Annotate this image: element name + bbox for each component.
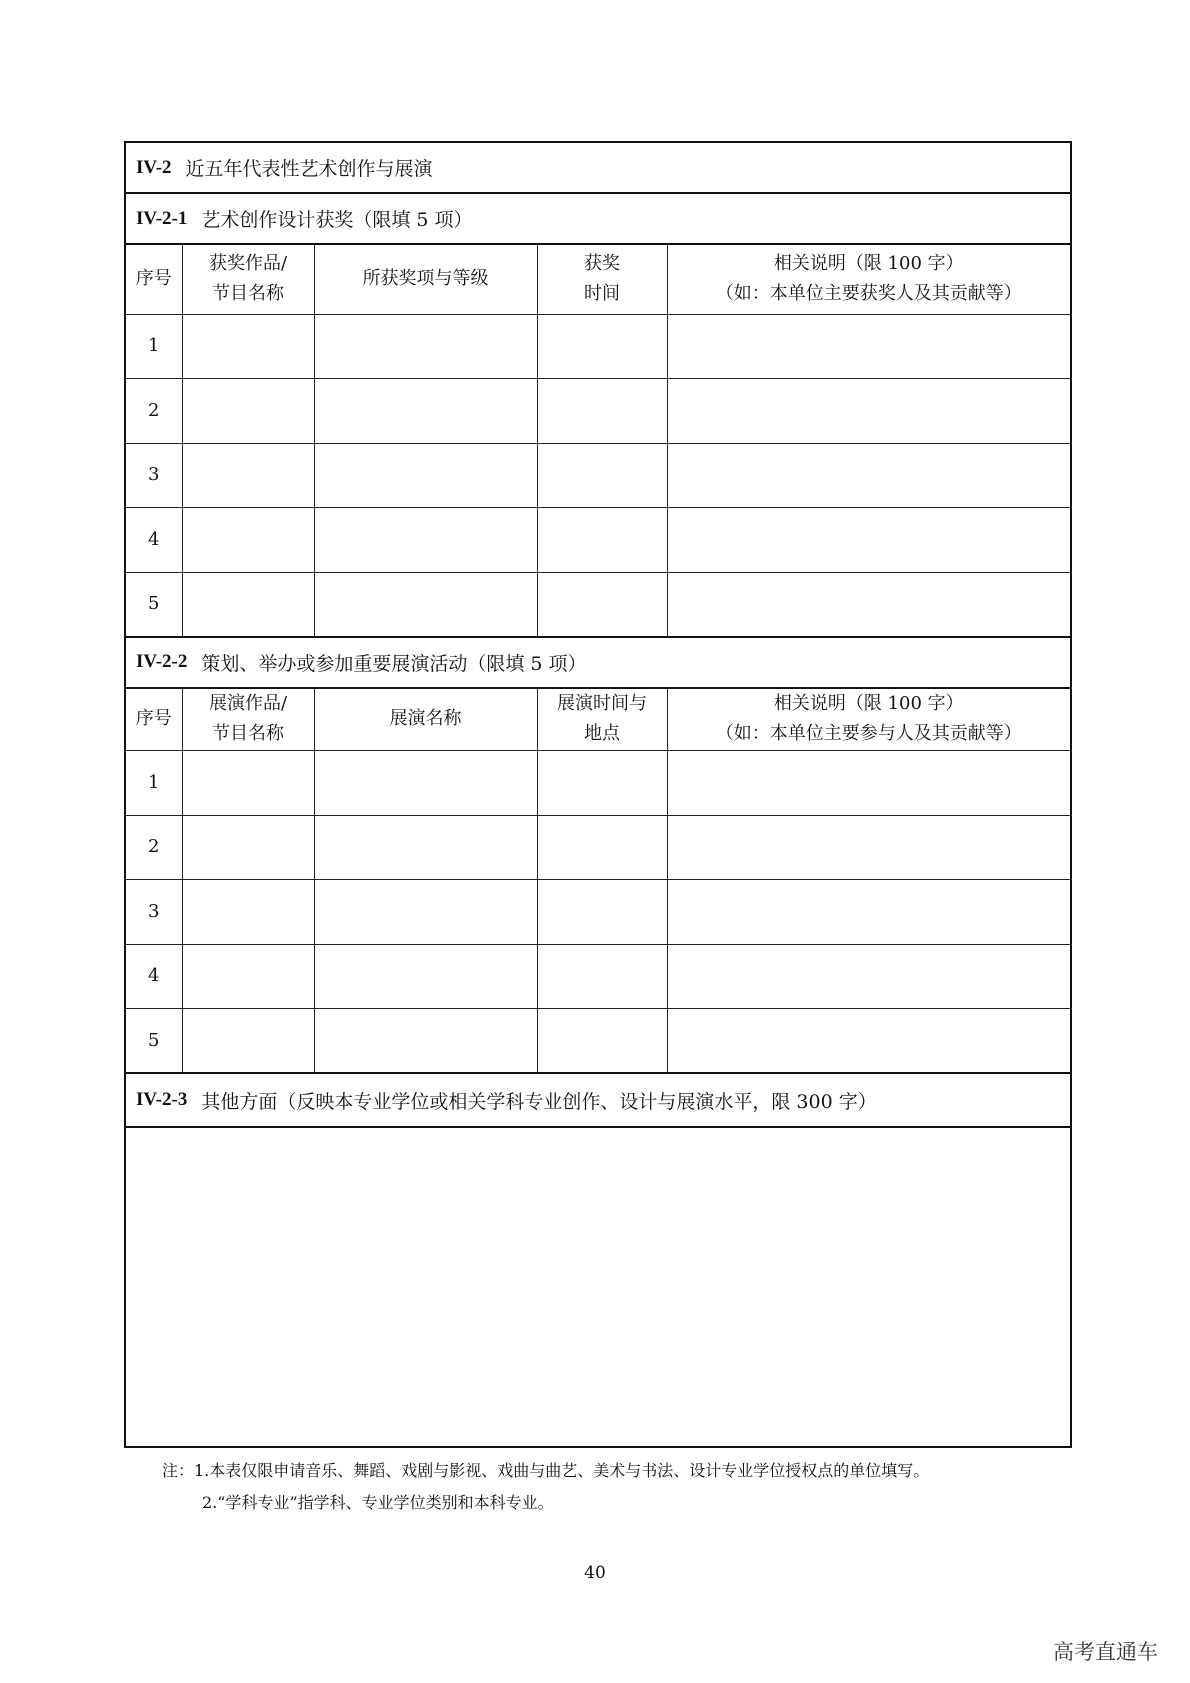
- section-code: IV-2: [136, 156, 172, 178]
- other-text-area[interactable]: [126, 1128, 1070, 1446]
- col-header-name: 展演名称: [314, 689, 537, 751]
- col-header-work: 展演作品/ 节目名称: [182, 689, 314, 751]
- cell-time[interactable]: [537, 379, 667, 444]
- table-row: [126, 944, 1070, 1009]
- awards-title: 艺术创作设计获奖（限填 5 项）: [201, 209, 473, 231]
- table-row: [126, 314, 1070, 379]
- cell-notes[interactable]: [667, 1009, 1070, 1074]
- footnote-1: 注：1.本表仅限申请音乐、舞蹈、戏剧与影视、戏曲与曲艺、美术与书法、设计专业学位授权点的单位填写。: [162, 1461, 930, 1480]
- footnotes: [162, 1455, 929, 1519]
- cell-work[interactable]: [182, 508, 314, 573]
- table-row: [126, 572, 1070, 637]
- cell-award[interactable]: [314, 508, 537, 573]
- table-row: [126, 815, 1070, 880]
- performances-table: [126, 689, 1070, 1075]
- awards-header: [126, 194, 1070, 245]
- cell-work[interactable]: [182, 880, 314, 945]
- section-header: [126, 143, 1070, 194]
- cell-time-place[interactable]: [537, 944, 667, 1009]
- row-index: 3: [126, 443, 182, 508]
- row-index: 4: [126, 508, 182, 573]
- cell-work[interactable]: [182, 815, 314, 880]
- cell-name[interactable]: [314, 815, 537, 880]
- table-row: [126, 1009, 1070, 1074]
- cell-work[interactable]: [182, 944, 314, 1009]
- col-header-time-place: 展演时间与 地点: [537, 689, 667, 751]
- cell-notes[interactable]: [667, 880, 1070, 945]
- cell-time[interactable]: [537, 443, 667, 508]
- row-index: 2: [126, 379, 182, 444]
- cell-award[interactable]: [314, 379, 537, 444]
- cell-notes[interactable]: [667, 508, 1070, 573]
- cell-time[interactable]: [537, 572, 667, 637]
- cell-work[interactable]: [182, 572, 314, 637]
- cell-award[interactable]: [314, 314, 537, 379]
- cell-work[interactable]: [182, 1009, 314, 1074]
- awards-table: [126, 245, 1070, 638]
- performances-header: [126, 638, 1070, 689]
- performances-code: IV-2-2: [136, 651, 188, 672]
- cell-time-place[interactable]: [537, 880, 667, 945]
- cell-work[interactable]: [182, 379, 314, 444]
- col-header-work: 获奖作品/ 节目名称: [182, 245, 314, 314]
- cell-notes[interactable]: [667, 944, 1070, 1009]
- cell-notes[interactable]: [667, 314, 1070, 379]
- col-header-award: 所获奖项与等级: [314, 245, 537, 314]
- table-row: [126, 379, 1070, 444]
- row-index: 5: [126, 1009, 182, 1074]
- col-header-index: 序号: [126, 245, 182, 314]
- cell-work[interactable]: [182, 751, 314, 816]
- row-index: 3: [126, 880, 182, 945]
- cell-work[interactable]: [182, 443, 314, 508]
- cell-name[interactable]: [314, 751, 537, 816]
- table-row: [126, 880, 1070, 945]
- table-row: [126, 443, 1070, 508]
- row-index: 1: [126, 314, 182, 379]
- row-index: 2: [126, 815, 182, 880]
- row-index: 4: [126, 944, 182, 1009]
- cell-notes[interactable]: [667, 815, 1070, 880]
- col-header-index: 序号: [126, 689, 182, 751]
- performances-header-row: [126, 689, 1070, 751]
- other-title: 其他方面（反映本专业学位或相关学科专业创作、设计与展演水平，限 300 字）: [201, 1090, 877, 1113]
- cell-award[interactable]: [314, 572, 537, 637]
- cell-work[interactable]: [182, 314, 314, 379]
- performances-title: 策划、举办或参加重要展演活动（限填 5 项）: [201, 652, 587, 675]
- cell-notes[interactable]: [667, 379, 1070, 444]
- section-title: 近五年代表性艺术创作与展演: [185, 158, 433, 180]
- cell-time-place[interactable]: [537, 1009, 667, 1074]
- awards-header-row: [126, 245, 1070, 314]
- row-index: 1: [126, 751, 182, 816]
- watermark: 高考直通车: [1053, 1640, 1158, 1664]
- cell-award[interactable]: [314, 443, 537, 508]
- cell-time-place[interactable]: [537, 815, 667, 880]
- other-header: [126, 1074, 1070, 1128]
- page-number: 40: [584, 1563, 606, 1583]
- awards-code: IV-2-1: [136, 207, 188, 229]
- footnote-2: 2.“学科专业”指学科、专业学位类别和本科专业。: [202, 1493, 554, 1512]
- form-table: [124, 141, 1072, 1448]
- cell-time[interactable]: [537, 314, 667, 379]
- cell-notes[interactable]: [667, 443, 1070, 508]
- cell-time-place[interactable]: [537, 751, 667, 816]
- cell-name[interactable]: [314, 1009, 537, 1074]
- cell-name[interactable]: [314, 944, 537, 1009]
- other-code: IV-2-3: [136, 1089, 188, 1110]
- table-row: [126, 751, 1070, 816]
- col-header-notes: 相关说明（限 100 字） （如：本单位主要获奖人及其贡献等）: [667, 245, 1070, 314]
- row-index: 5: [126, 572, 182, 637]
- col-header-time: 获奖 时间: [537, 245, 667, 314]
- cell-notes[interactable]: [667, 572, 1070, 637]
- cell-notes[interactable]: [667, 751, 1070, 816]
- cell-name[interactable]: [314, 880, 537, 945]
- cell-time[interactable]: [537, 508, 667, 573]
- table-row: [126, 508, 1070, 573]
- col-header-notes: 相关说明（限 100 字） （如：本单位主要参与人及其贡献等）: [667, 689, 1070, 751]
